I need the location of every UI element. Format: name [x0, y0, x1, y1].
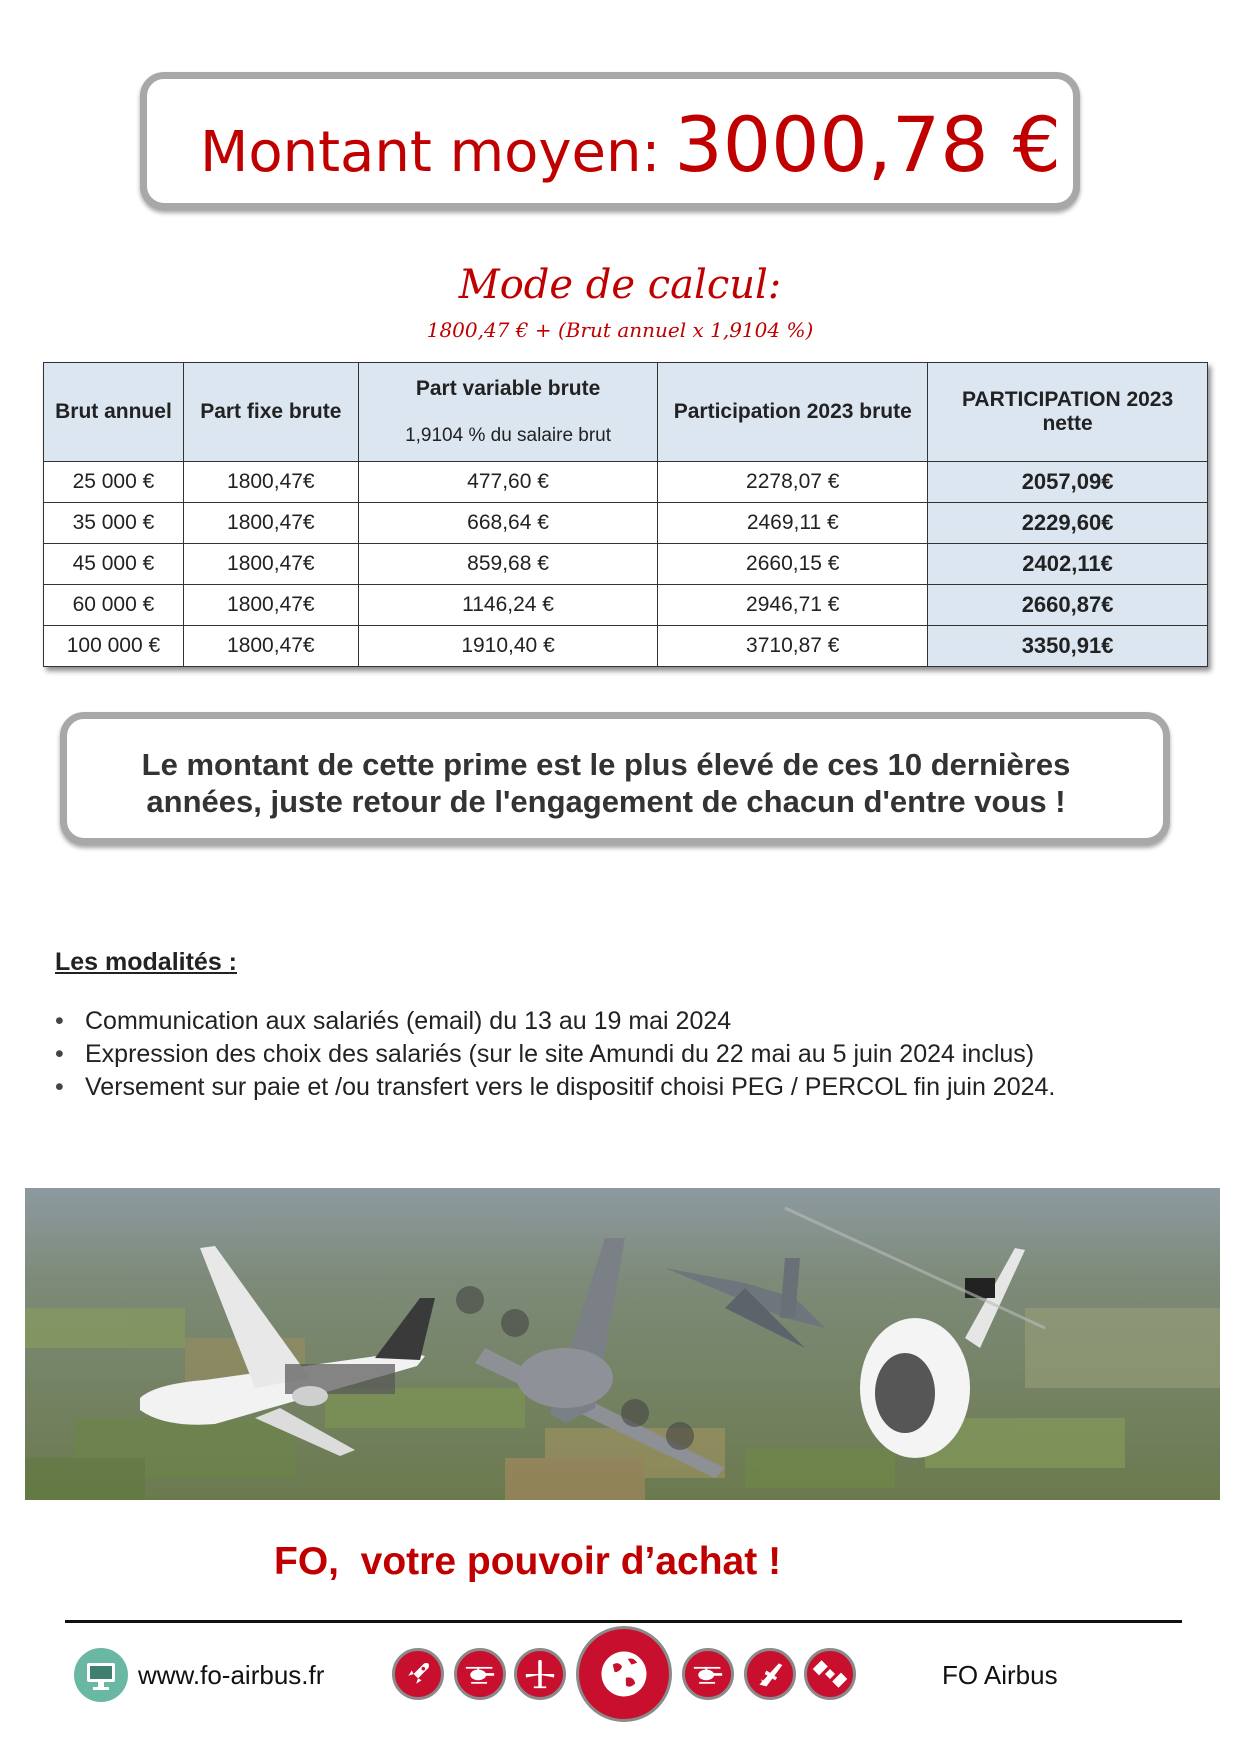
- calc-formula: 1800,47 € + (Brut annuel x 1,9104 %): [426, 318, 814, 342]
- cell-fixe: 1800,47€: [183, 503, 358, 544]
- cell-brut: 45 000 €: [44, 544, 184, 585]
- helicopter-icon: [454, 1648, 506, 1700]
- header-participation-nette: PARTICIPATION 2023 nette: [928, 363, 1208, 462]
- participation-table: [43, 362, 1208, 667]
- satellite-icon: [804, 1648, 856, 1700]
- average-amount-value: 3000,78 €: [674, 100, 1062, 189]
- cell-variable: 859,68 €: [358, 544, 658, 585]
- globe-icon: [576, 1626, 672, 1722]
- helicopter-icon: [682, 1648, 734, 1700]
- header-participation-brute: Participation 2023 brute: [658, 363, 928, 462]
- table-row: [44, 585, 1208, 626]
- bullet-icon: •: [55, 1073, 64, 1101]
- cell-brut: 60 000 €: [44, 585, 184, 626]
- cell-brute: 2278,07 €: [658, 462, 928, 503]
- message-line: Le montant de cette prime est le plus élevé de ces 10 dernières: [141, 747, 1071, 782]
- cell-fixe: 1800,47€: [183, 626, 358, 667]
- cell-brut: 25 000 €: [44, 462, 184, 503]
- cell-fixe: 1800,47€: [183, 544, 358, 585]
- cell-brute: 2660,15 €: [658, 544, 928, 585]
- bullet-icon: •: [55, 1040, 64, 1068]
- average-amount: [200, 100, 1080, 189]
- cell-variable: 1146,24 €: [358, 585, 658, 626]
- cell-brut: 35 000 €: [44, 503, 184, 544]
- table-row: [44, 462, 1208, 503]
- airplane-icon: [514, 1648, 566, 1700]
- cell-nette: 2660,87€: [928, 585, 1208, 626]
- cell-nette: 2402,11€: [928, 544, 1208, 585]
- header-fixe: Part fixe brute: [183, 363, 358, 462]
- cell-nette: 3350,91€: [928, 626, 1208, 667]
- header-variable: [358, 363, 658, 462]
- website-link[interactable]: www.fo-airbus.fr: [138, 1660, 325, 1690]
- cell-variable: 477,60 €: [358, 462, 658, 503]
- bullet-icon: •: [55, 1007, 64, 1035]
- cell-variable: 1910,40 €: [358, 626, 658, 667]
- header-variable-label: Part variable brute: [415, 377, 601, 400]
- cell-fixe: 1800,47€: [183, 585, 358, 626]
- list-item-text: Expression des choix des salariés (sur le site Amundi du 22 mai au 5 juin 2024 inclus): [85, 1040, 1035, 1068]
- slogan: FO, votre pouvoir d’achat !: [274, 1540, 782, 1583]
- table-header-row: [44, 363, 1208, 462]
- modalites-list: [55, 1005, 1055, 1104]
- header-variable-sub: 1,9104 % du salaire brut: [405, 425, 612, 446]
- aircraft-photo: [25, 1188, 1220, 1500]
- jet-icon: [744, 1648, 796, 1700]
- modalites-title: Les modalités :: [55, 948, 237, 976]
- cell-brute: 3710,87 €: [658, 626, 928, 667]
- calc-heading: Mode de calcul:: [458, 262, 782, 308]
- message-line: années, juste retour de l'engagement de chacun d'entre vous !: [146, 784, 1066, 819]
- list-item: [55, 1005, 1055, 1038]
- footer-divider: [65, 1620, 1182, 1623]
- header-brut: Brut annuel: [44, 363, 184, 462]
- brand-name: FO Airbus: [942, 1660, 1058, 1690]
- monitor-icon: [74, 1648, 128, 1702]
- list-item: [55, 1071, 1055, 1104]
- cell-brute: 2946,71 €: [658, 585, 928, 626]
- list-item-text: Versement sur paie et /ou transfert vers le dispositif choisi PEG / PERCOL fin juin 2024.: [85, 1073, 1056, 1101]
- table-row: [44, 626, 1208, 667]
- average-amount-label: Montant moyen:: [200, 120, 661, 185]
- cell-nette: 2057,09€: [928, 462, 1208, 503]
- cell-brute: 2469,11 €: [658, 503, 928, 544]
- cell-nette: 2229,60€: [928, 503, 1208, 544]
- table-row: [44, 544, 1208, 585]
- aircraft-illustration: [25, 1188, 1220, 1500]
- cell-variable: 668,64 €: [358, 503, 658, 544]
- list-item-text: Communication aux salariés (email) du 13 au 19 mai 2024: [85, 1007, 732, 1035]
- table-row: [44, 503, 1208, 544]
- message-text: [86, 746, 1126, 820]
- list-item: [55, 1038, 1055, 1071]
- cell-fixe: 1800,47€: [183, 462, 358, 503]
- rocket-icon: [392, 1648, 444, 1700]
- cell-brut: 100 000 €: [44, 626, 184, 667]
